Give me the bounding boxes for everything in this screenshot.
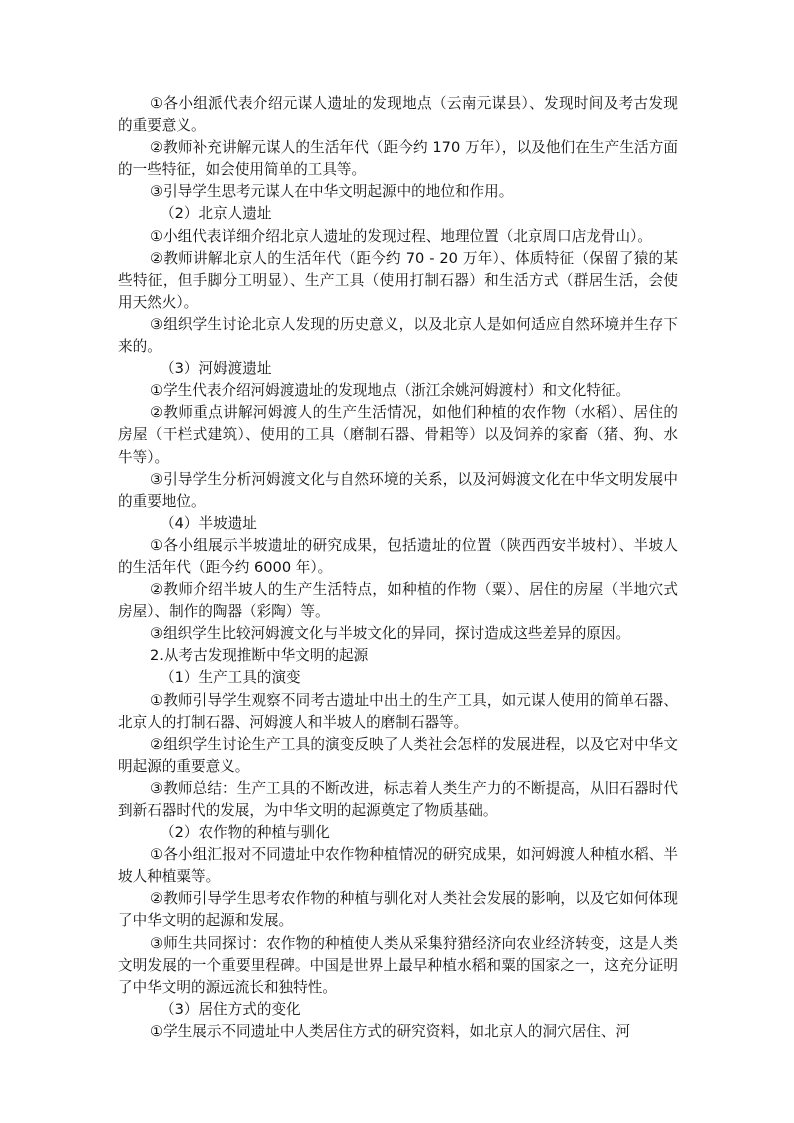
paragraph: ①教师引导学生观察不同考古遗址中出土的生产工具，如元谋人使用的简单石器、北京人的打制石器、河姆渡人和半坡人的磨制石器等。 [118,691,678,731]
paragraph: ②教师讲解北京人的生活年代（距今约 70 - 20 万年）、体质特征（保留了猿的某些特征，但手脚分工明显）、生产工具（使用打制石器）和生活方式（群居生活，会使用天然火）。 [118,249,678,311]
paragraph: ②教师引导学生思考农作物的种植与驯化对人类社会发展的影响，以及它如何体现了中华文明的起源和发展。 [118,890,678,930]
section-heading: 2.从考古发现推断中华文明的起源 [150,647,369,665]
paragraph: ①学生代表介绍河姆渡遗址的发现地点（浙江余姚河姆渡村）和文化特征。 [150,382,631,400]
paragraph: ②组织学生讨论生产工具的演变反映了人类社会怎样的发展进程，以及它对中华文明起源的重要意义。 [118,735,678,775]
paragraph: ③组织学生比较河姆渡文化与半坡文化的异同，探讨造成这些差异的原因。 [150,625,631,643]
paragraph: ②教师重点讲解河姆渡人的生产生活情况，如他们种植的农作物（水稻）、居住的房屋（干栏式建筑）、使用的工具（磨制石器、骨耜等）以及饲养的家畜（猪、狗、水牛等）。 [118,404,678,466]
paragraph: ②教师介绍半坡人的生产生活特点，如种植的作物（粟）、居住的房屋（半地穴式房屋）、制作的陶器（彩陶）等。 [118,581,678,621]
paragraph: ③师生共同探讨：农作物的种植使人类从采集狩猎经济向农业经济转变，这是人类文明发展的一个重要里程碑。中国是世界上最早种植水稻和粟的国家之一，这充分证明了中华文明的源远流长和独特性。 [118,934,678,996]
paragraph: ③教师总结：生产工具的不断改进，标志着人类生产力的不断提高，从旧石器时代到新石器时代的发展，为中华文明的起源奠定了物质基础。 [118,779,678,819]
paragraph: ①各小组派代表介绍元谋人遗址的发现地点（云南元谋县）、发现时间及考古发现的重要意义。 [118,95,678,135]
document-body [118,93,678,1043]
paragraph: ③引导学生思考元谋人在中华文明起源中的地位和作用。 [150,183,514,201]
paragraph: ①各小组展示半坡遗址的研究成果，包括遗址的位置（陕西西安半坡村）、半坡人的生活年代（距今约 6000 年）。 [118,536,678,576]
paragraph: ①各小组汇报对不同遗址中农作物种植情况的研究成果，如河姆渡人种植水稻、半坡人种植粟等。 [118,846,678,886]
paragraph: ①小组代表详细介绍北京人遗址的发现过程、地理位置（北京周口店龙骨山）。 [150,227,652,245]
paragraph: ③引导学生分析河姆渡文化与自然环境的关系，以及河姆渡文化在中华文明发展中的重要地位。 [118,470,678,510]
paragraph: ③组织学生讨论北京人发现的历史意义，以及北京人是如何适应自然环境并生存下来的。 [118,315,678,356]
subsection-heading: （3）居住方式的变化 [160,1000,301,1018]
paragraph: ①学生展示不同遗址中人类居住方式的研究资料，如北京人的洞穴居住、河 [150,1022,631,1040]
subsection-heading: （4）半坡遗址 [160,514,257,532]
paragraph: ②教师补充讲解元谋人的生活年代（距今约 170 万年），以及他们在生产生活方面的一些特征，如会使用简单的工具等。 [118,139,678,179]
subsection-heading: （1）生产工具的演变 [160,669,301,687]
subsection-heading: （2）北京人遗址 [160,205,272,223]
subsection-heading: （3）河姆渡遗址 [160,360,272,378]
subsection-heading: （2）农作物的种植与驯化 [160,824,330,842]
